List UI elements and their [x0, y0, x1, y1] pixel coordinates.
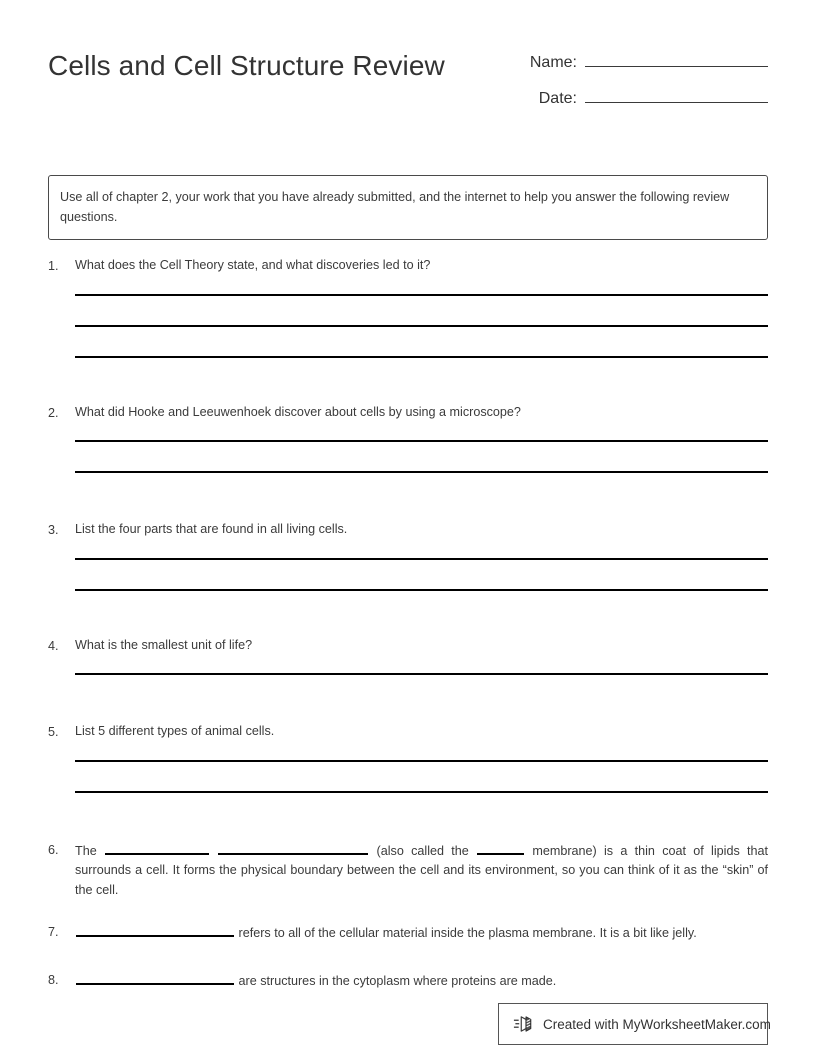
answer-line[interactable] — [75, 325, 768, 327]
instructions-text: Use all of chapter 2, your work that you have already submitted, and the internet to help you answer the following review questions. — [60, 190, 730, 224]
question-body — [75, 722, 768, 793]
question-body — [75, 256, 768, 358]
answer-line[interactable] — [75, 760, 768, 762]
answer-lines — [75, 294, 768, 358]
question-list — [48, 256, 768, 991]
created-with-label: Created with MyWorksheetMaker.com — [543, 1016, 771, 1032]
question-item — [48, 520, 768, 591]
question-text: What does the Cell Theory state, and what discoveries led to it? — [75, 258, 431, 272]
date-input[interactable] — [585, 86, 768, 103]
question-text: The (also called the membrane) is a thin coat of lipids that surrounds a cell. It forms the physical boundary between the cell and its environment, so you can think of it as the “skin” of the cell. — [75, 840, 768, 901]
answer-line[interactable] — [75, 673, 768, 675]
question-number: 5. — [48, 725, 59, 740]
question-text: List the four parts that are found in all living cells. — [75, 522, 348, 537]
question-number: 3. — [48, 523, 59, 538]
question-number: 6. — [48, 842, 59, 857]
date-label: Date: — [538, 90, 577, 107]
question-body — [75, 922, 768, 944]
answer-line[interactable] — [75, 440, 768, 442]
fill-in-blank[interactable] — [218, 840, 368, 855]
question-item — [48, 403, 768, 474]
question-item — [48, 840, 768, 901]
answer-line[interactable] — [75, 356, 768, 358]
instructions-box — [48, 175, 768, 240]
question-number: 7. — [48, 925, 59, 940]
answer-lines — [75, 440, 768, 473]
answer-lines — [75, 760, 768, 793]
question-number: 8. — [48, 972, 59, 987]
name-field-row — [518, 50, 768, 72]
question-body — [75, 970, 768, 992]
question-text: are structures in the cytoplasm where proteins are made. — [75, 970, 768, 992]
worksheet-header — [48, 44, 768, 122]
question-body — [75, 636, 768, 676]
page-title: Cells and Cell Structure Review — [48, 50, 445, 81]
question-item — [48, 722, 768, 793]
question-number: 4. — [48, 638, 59, 653]
question-number: 1. — [48, 259, 59, 273]
worksheet-maker-logo-icon — [513, 1013, 535, 1035]
question-number: 2. — [48, 405, 59, 420]
question-text: What did Hooke and Leeuwenhoek discover about cells by using a microscope? — [75, 404, 521, 419]
question-text: What is the smallest unit of life? — [75, 637, 253, 652]
question-body — [75, 840, 768, 901]
fill-in-blank[interactable] — [477, 840, 524, 855]
name-input[interactable] — [585, 50, 768, 67]
name-label: Name: — [529, 54, 577, 71]
question-body — [75, 403, 768, 474]
name-date-block — [518, 44, 768, 122]
question-text: List 5 different types of animal cells. — [75, 724, 275, 739]
fill-in-blank[interactable] — [105, 840, 209, 855]
answer-line[interactable] — [75, 589, 768, 591]
created-with-badge[interactable] — [498, 1003, 771, 1045]
question-item — [48, 636, 768, 676]
fill-in-blank[interactable] — [76, 922, 234, 937]
answer-line[interactable] — [75, 471, 768, 473]
question-body — [75, 520, 768, 591]
question-text: refers to all of the cellular material inside the plasma membrane. It is a bit like jelly. — [75, 922, 768, 944]
fill-in-blank[interactable] — [76, 970, 234, 985]
date-field-row — [518, 86, 768, 108]
answer-lines — [75, 558, 768, 591]
answer-line[interactable] — [75, 558, 768, 560]
answer-line[interactable] — [75, 791, 768, 793]
question-item — [48, 922, 768, 944]
answer-line[interactable] — [75, 294, 768, 296]
question-item — [48, 256, 768, 358]
question-item — [48, 970, 768, 992]
answer-lines — [75, 673, 768, 675]
